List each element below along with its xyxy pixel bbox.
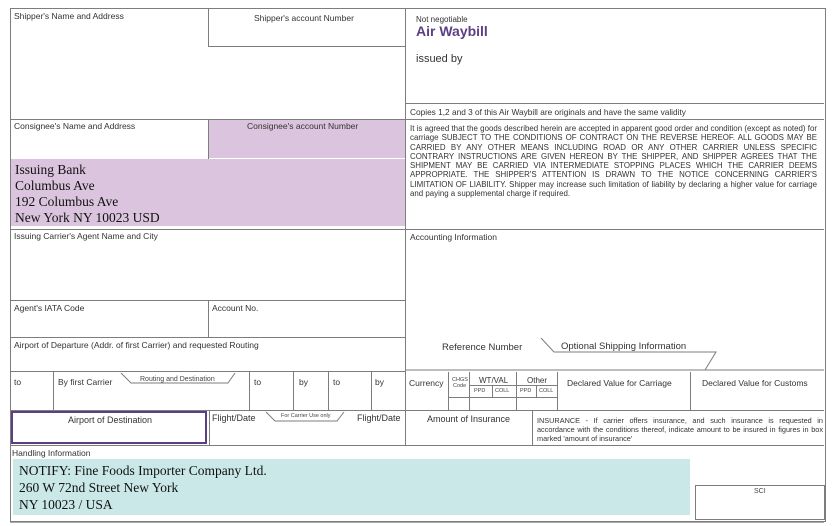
routing-to-1: to: [14, 377, 22, 387]
wt-val-label: WT/VAL: [479, 376, 509, 385]
coll-label-2: COLL: [539, 388, 554, 394]
copies-note: Copies 1,2 and 3 of this Air Waybill are originals and have the same validity: [410, 107, 686, 117]
flight-date-label-2: Flight/Date: [357, 413, 401, 423]
shipper-name-label: Shipper's Name and Address: [14, 11, 124, 21]
reference-number-label: Reference Number: [442, 342, 523, 353]
shipper-account-label: Shipper's account Number: [254, 13, 354, 23]
carrier-use-label: For Carrier Use only: [281, 413, 331, 419]
consignee-account-label: Consignee's account Number: [247, 121, 359, 131]
consignee-line-2: Columbus Ave: [15, 178, 95, 193]
not-negotiable-text: Not negotiable: [416, 15, 468, 24]
consignee-line-4: New York NY 10023 USD: [15, 210, 160, 225]
sci-label: SCI: [754, 488, 766, 495]
ppd-label-1: PPD: [474, 388, 486, 394]
coll-label-1: COLL: [495, 388, 510, 394]
handling-info-label: Handling Information: [12, 448, 91, 458]
consignee-line-3: 192 Columbus Ave: [15, 194, 119, 209]
routing-by-2: by: [299, 377, 308, 387]
declared-customs-label: Declared Value for Customs: [702, 378, 808, 388]
consignee-name-label: Consignee's Name and Address: [14, 121, 136, 131]
routing-to-3: to: [333, 377, 341, 387]
other-label: Other: [527, 376, 548, 385]
chgs-code-label-2: Code: [453, 383, 467, 389]
consignee-line-1: Issuing Bank: [15, 162, 86, 177]
routing-by-3: by: [375, 377, 384, 387]
ppd-label-2: PPD: [520, 388, 532, 394]
handling-line-2: 260 W 72nd Street New York: [19, 480, 179, 495]
insurance-note: INSURANCE - If carrier offers insurance, and such insurance is requested in accordance with the conditions thereof, indicate amount to be insured in figures in box marked 'amount of insurance': [537, 416, 823, 443]
routing-destination-label: Routing and Destination: [140, 376, 215, 383]
accounting-label: Accounting Information: [410, 232, 497, 242]
agent-iata-label: Agent's IATA Code: [14, 303, 85, 313]
agent-account-label: Account No.: [212, 303, 259, 313]
routing-to-2: to: [254, 377, 262, 387]
issued-by-text: issued by: [416, 53, 463, 65]
flight-date-label-1: Flight/Date: [212, 413, 256, 423]
declared-carriage-label: Declared Value for Carriage: [567, 378, 672, 388]
handling-line-1: NOTIFY: Fine Foods Importer Company Ltd.: [19, 463, 267, 478]
by-first-carrier-label: By first Carrier: [58, 377, 113, 387]
airport-destination-label: Airport of Destination: [68, 415, 153, 425]
handling-line-3: NY 10023 / USA: [19, 497, 113, 512]
document-title: Air Waybill: [416, 23, 488, 39]
insurance-amount-label: Amount of Insurance: [427, 414, 511, 424]
agent-name-label: Issuing Carrier's Agent Name and City: [14, 231, 158, 241]
optional-shipping-label: Optional Shipping Information: [561, 341, 687, 352]
departure-label: Airport of Departure (Addr. of first Carrier) and requested Routing: [14, 340, 259, 350]
chgs-code-label-1: CHGS: [452, 377, 468, 383]
conditions-text: It is agreed that the goods described herein are accepted in apparent good order and condition (except as noted) for carriage SUBJECT TO THE CONDITIONS OF CONTRACT ON THE REVERSE HEREOF. ALL GOODS MAY BE CARRIED BY ANY OTHER MEANS INCLUDING ROAD OR ANY OTHER CARRIER UNLESS SPECIFIC CONTRARY INSTRUCTIONS ARE GIVEN HEREON BY THE SHIPPER, AND SHIPPER AGREES THAT THE SHIPMENT MAY BE CARRIED VIA INTERMEDIATE STOPPING PLACES WHICH THE CARRIER DEEMS APPROPRIATE. THE SHIPPER'S ATTENTION IS DRAWN TO THE NOTICE CONCERNING CARRIER'S LIMITATION OF LIABILITY. Shipper may increase such limitation of liability by declaring a higher value for carriage and paying a supplemental charge if required.: [410, 124, 817, 199]
currency-label: Currency: [409, 378, 444, 388]
